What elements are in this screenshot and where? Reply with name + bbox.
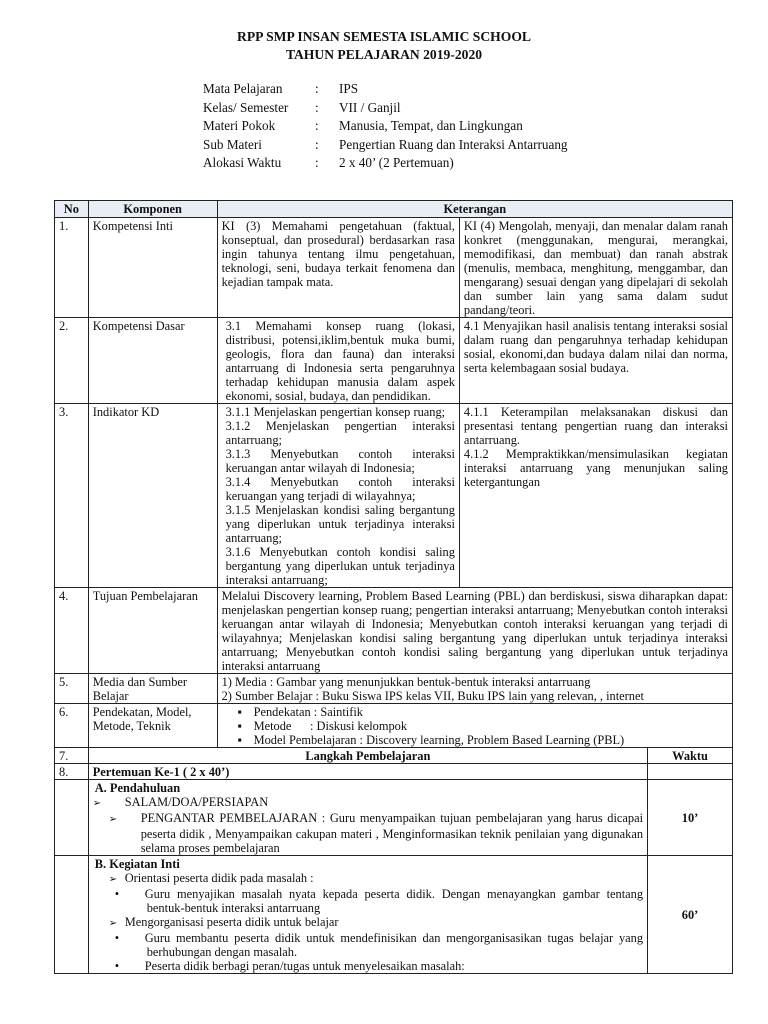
- table-row: [55, 318, 733, 404]
- media-cell: [217, 674, 732, 704]
- table-row: [55, 780, 733, 856]
- row-component: Kompetensi Inti: [88, 218, 217, 318]
- row-number: 4.: [55, 588, 89, 674]
- model-text: Model Pembelajaran : Discovery learning, Problem Based Learning (PBL): [253, 733, 625, 747]
- row-component: Indikator KD: [88, 404, 217, 588]
- info-label: Mata Pelajaran: [203, 81, 283, 96]
- core-detail: [93, 887, 643, 915]
- indicator-item: 3.1.4 Menyebutkan contoh interaksi keruangan yang terjadi di wilayahnya;: [225, 475, 455, 503]
- table-header-row: [55, 201, 733, 218]
- indicator-3-cell: [217, 404, 459, 588]
- info-row: [203, 117, 568, 136]
- intro-time: 10’: [648, 780, 733, 856]
- row-number: 2.: [55, 318, 89, 404]
- time-heading: Waktu: [648, 748, 733, 764]
- meeting-heading: Pertemuan Ke-1 ( 2 x 40’): [88, 764, 647, 780]
- arrow-icon: [109, 871, 125, 885]
- row-component: Pendekatan, Model, Metode, Teknik: [88, 704, 217, 748]
- rpp-table: [54, 200, 733, 974]
- indicator-item: 3.1.3 Menyebutkan contoh interaksi keruangan antar wilayah di Indonesia;: [225, 447, 455, 475]
- intro-item: [109, 811, 643, 855]
- colon: :: [315, 136, 319, 152]
- table-row: [55, 764, 733, 780]
- colon: :: [315, 81, 319, 96]
- row-number: [55, 856, 89, 974]
- core-time: 60’: [648, 856, 733, 974]
- arrow-icon: [109, 915, 125, 929]
- section-title: A. Pendahuluan: [94, 781, 181, 795]
- info-label: Sub Materi: [203, 136, 262, 152]
- arrow-icon: [125, 811, 141, 825]
- row-component: Media dan Sumber Belajar: [88, 674, 217, 704]
- colon: :: [315, 118, 319, 133]
- core-detail: [93, 959, 643, 973]
- indicator-item: 4.1.1 Keterampilan melaksanakan diskusi dan presentasi tentang pengertian ruang dan interaksi antarruang.: [463, 405, 728, 447]
- indicator-item: 3.1.5 Menjelaskan kondisi saling bergantung yang diperlukan untuk terjadinya interaksi antarruang;: [225, 503, 455, 545]
- info-value: 2 x 40’ (2 Pertemuan): [339, 155, 454, 170]
- row-component: Kompetensi Dasar: [88, 318, 217, 404]
- ki3-cell: KI (3) Memahami pengetahuan (faktual, konseptual, dan prosedural) berdasarkan rasa ingin tahunya tentang ilmu pengetahuan, teknologi, seni, budaya terkait fenomena dan kejadian tampak mata.: [217, 218, 459, 318]
- info-row: [203, 154, 568, 173]
- document-subtitle: TAHUN PELAJARAN 2019-2020: [285, 47, 483, 62]
- indicator-item: 4.1.2 Mempraktikkan/mensimulasikan kegiatan interaksi antarruang yang menunjukan saling ketergantungan: [463, 447, 728, 489]
- model-item: [238, 733, 728, 747]
- row-number: 1.: [55, 218, 89, 318]
- info-row: [203, 99, 568, 118]
- header-keterangan: Keterangan: [217, 201, 732, 218]
- table-row: [55, 748, 733, 764]
- intro-item: [109, 795, 643, 811]
- core-step: [93, 915, 643, 931]
- indicator-item: 3.1.1 Menjelaskan pengertian konsep ruang;: [225, 405, 446, 419]
- core-step-text: Mengorganisasi peserta didik untuk belajar: [124, 915, 339, 929]
- core-detail-text: Guru menyajikan masalah nyata kepada peserta didik. Dengan menayangkan gambar tentang bentuk-bentuk interaksi antarruang: [144, 887, 644, 915]
- info-value: IPS: [339, 81, 359, 96]
- table-row: [55, 674, 733, 704]
- row-number: 5.: [55, 674, 89, 704]
- core-step-text: Orientasi peserta didik pada masalah :: [124, 871, 314, 885]
- row-number: 7.: [55, 748, 89, 764]
- steps-heading: Langkah Pembelajaran: [88, 748, 647, 764]
- header-no: No: [55, 201, 89, 218]
- core-detail-text: Guru membantu peserta didik untuk mendefinisikan dan mengorganisasikan tugas belajar yang berhubungan dengan masalah.: [144, 931, 644, 959]
- info-value: Manusia, Tempat, dan Lingkungan: [339, 118, 523, 133]
- document-title: RPP SMP INSAN SEMESTA ISLAMIC SCHOOL: [237, 29, 531, 44]
- colon: :: [315, 155, 319, 170]
- row-number: [55, 780, 89, 856]
- ki4-cell: KI (4) Mengolah, menyaji, dan menalar dalam ranah konkret (menggunakan, mengurai, merangkai, memodifikasi, dan membuat) dan ranah abstrak (menulis, membaca, menghitung, menggambar, dan mengarang) sesuai dengan yang dipelajari di sekolah dan sumber lain yang sama dalam sudut pandang/teori.: [459, 218, 732, 318]
- row-number: 8.: [55, 764, 89, 780]
- source-item: 2) Sumber Belajar : Buku Siswa IPS kelas VII, Buku IPS lain yang relevan, , internet: [221, 689, 644, 703]
- indicator-item: 3.1.2 Menjelaskan pengertian interaksi antarruang;: [225, 419, 455, 447]
- row-number: 3.: [55, 404, 89, 588]
- approach-text: Pendekatan : Saintifik: [253, 705, 364, 719]
- indicator-4-cell: [459, 404, 732, 588]
- table-row: [55, 218, 733, 318]
- media-item: 1) Media : Gambar yang menunjukkan bentuk-bentuk interaksi antarruang: [221, 675, 591, 689]
- core-detail: [93, 931, 643, 959]
- method-item: [238, 719, 728, 733]
- learning-objective-cell: Melalui Discovery learning, Problem Based Learning (PBL) dan berdiskusi, siswa diharapkan dapat: menjelaskan pengertian konsep ruang; pengertian interaksi antarruang; Menyebutkan contoh interaksi keruangan antar wilayah di Indonesia; Menyebutkan contoh interaksi keruangan yang terjadi di wilayahnya; Menjelaskan kondisi saling bergantung yang diperlukan untuk terjadinya interaksi antarruang; Menyebutkan contoh kondisi saling bergantung yang diperlukan untuk terjadinya interaksi antarruang: [217, 588, 732, 674]
- row-component: Tujuan Pembelajaran: [88, 588, 217, 674]
- kd4-cell: 4.1 Menyajikan hasil analisis tentang interaksi sosial dalam ruang dan pengaruhnya terhadap kehidupan sosial, ekonomi,dan budaya dalam nilai dan norma, serta kelembagaan sosial budaya.: [459, 318, 732, 404]
- intro-text: SALAM/DOA/PERSIAPAN: [124, 795, 269, 809]
- table-row: [55, 404, 733, 588]
- row-number: 6.: [55, 704, 89, 748]
- intro-text: PENGANTAR PEMBELAJARAN : Guru menyampaikan tujuan pembelajaran yang harus dicapai peserta didik , Menyampaikan cakupan materi , Menginformasikan teknik penilaian yang digunakan selama proses pembelajaran: [140, 811, 644, 855]
- approach-item: [238, 705, 728, 719]
- core-section: [88, 856, 647, 974]
- kd3-cell: 3.1 Memahami konsep ruang (lokasi, distribusi, potensi,iklim,bentuk muka bumi, geologis, flora dan fauna) dan interaksi antarruang di Indonesia serta pengaruhnya terhadap kehidupan manusia dalam aspek ekonomi, sosial, budaya, dan pendidikan.: [217, 318, 459, 404]
- intro-section: [88, 780, 647, 856]
- info-label: Alokasi Waktu: [203, 155, 282, 170]
- empty-cell: [648, 764, 733, 780]
- core-step: [93, 871, 643, 887]
- approach-cell: [217, 704, 732, 748]
- method-text: Metode : Diskusi kelompok: [253, 719, 408, 733]
- section-title: B. Kegiatan Inti: [94, 857, 180, 871]
- info-label: Kelas/ Semester: [203, 99, 289, 115]
- indicator-item: 3.1.6 Menyebutkan contoh kondisi saling bergantung yang diperlukan untuk terjadinya interaksi antarruang;: [225, 545, 455, 587]
- colon: :: [315, 99, 319, 115]
- info-block: [203, 80, 568, 173]
- bullet-icon: [131, 931, 145, 945]
- info-value: Pengertian Ruang dan Interaksi Antarruang: [339, 136, 568, 152]
- core-detail-text: Peserta didik berbagi peran/tugas untuk menyelesaikan masalah:: [144, 959, 465, 973]
- info-row: [203, 80, 568, 99]
- header-komponen: Komponen: [88, 201, 217, 218]
- info-label: Materi Pokok: [203, 118, 276, 133]
- info-row: [203, 136, 568, 155]
- bullet-icon: [131, 887, 145, 901]
- table-row: [55, 856, 733, 974]
- info-value: VII / Ganjil: [339, 99, 401, 115]
- bullet-icon: [131, 959, 145, 973]
- table-row: [55, 588, 733, 674]
- table-row: [55, 704, 733, 748]
